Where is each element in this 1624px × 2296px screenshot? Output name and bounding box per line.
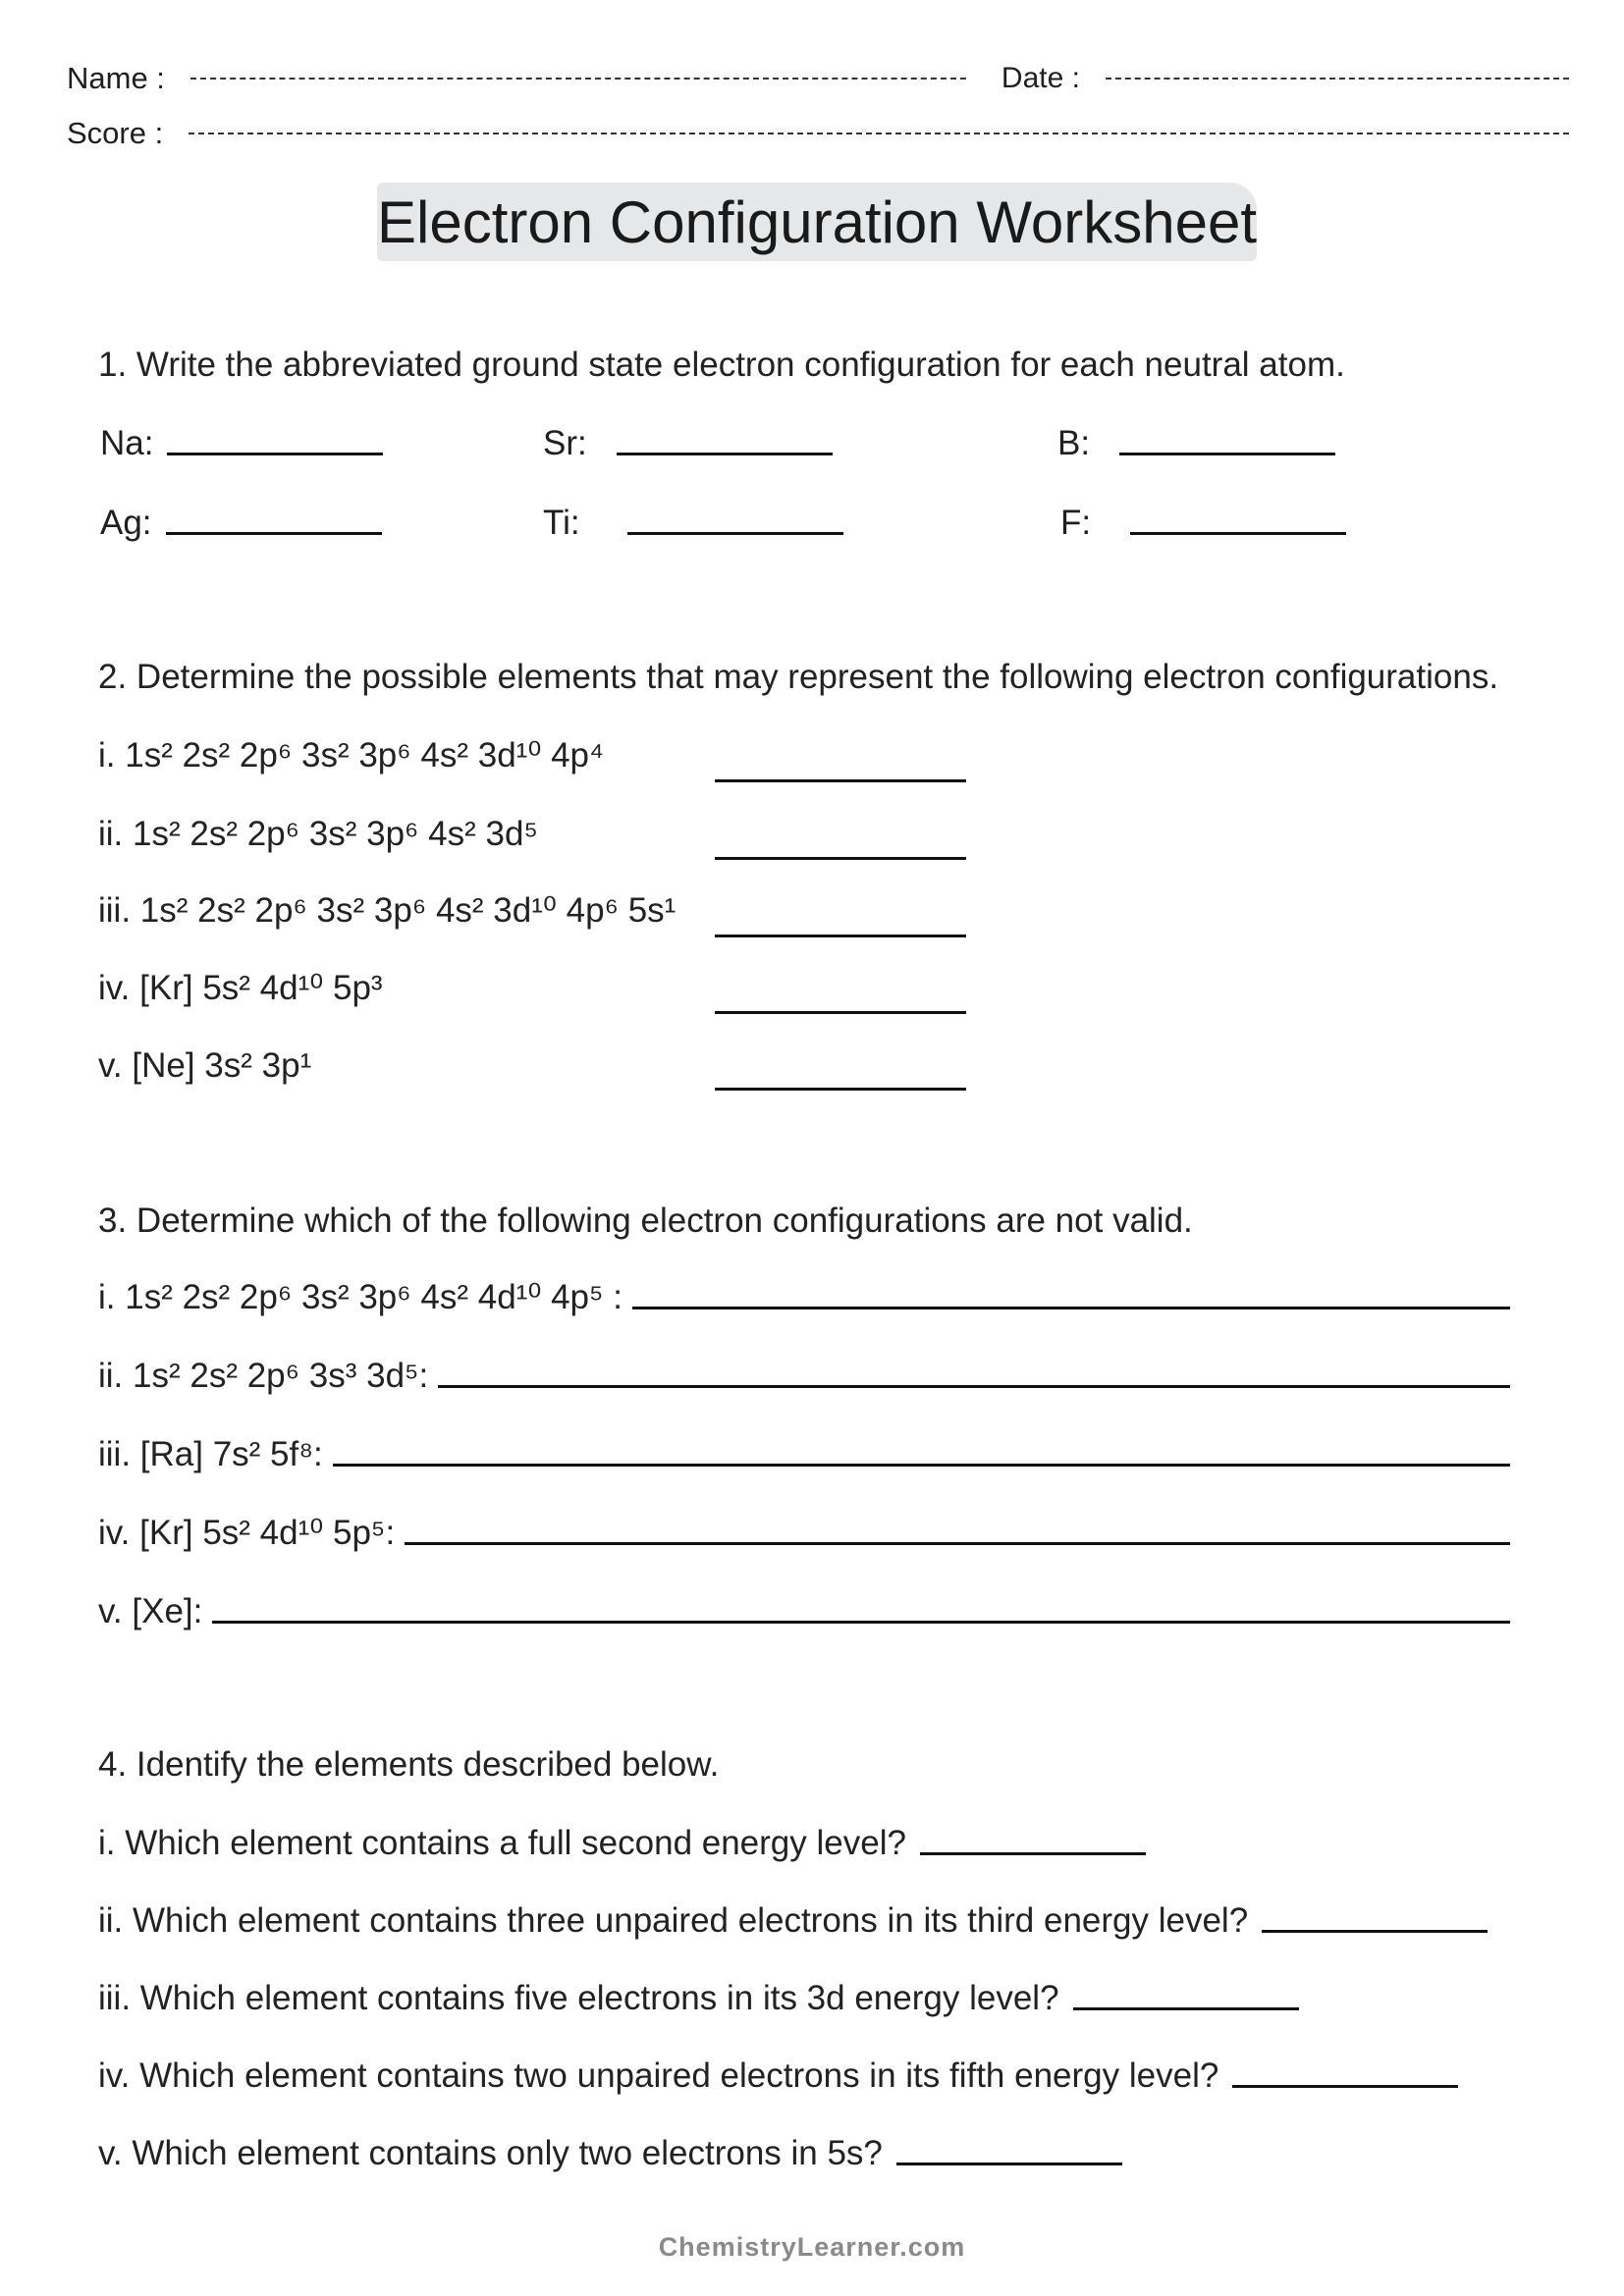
question-text: i. Which element contains a full second energy level? xyxy=(98,1824,906,1862)
q1-item-sr xyxy=(543,424,833,463)
q4-answer-line-4[interactable] xyxy=(1232,2085,1458,2088)
q2-item-2 xyxy=(98,815,538,854)
score-field[interactable] xyxy=(189,133,1569,134)
q3-answer-line-2[interactable] xyxy=(438,1385,1510,1388)
q2-answer-line-1[interactable] xyxy=(715,779,966,782)
q4-answer-line-5[interactable] xyxy=(896,2163,1122,2165)
q3-item-4 xyxy=(98,1514,1510,1553)
q3-item-2 xyxy=(98,1357,1510,1396)
q4-answer-line-2[interactable] xyxy=(1262,1930,1488,1933)
item-number: v. xyxy=(98,1046,123,1085)
item-number: ii. xyxy=(98,815,124,853)
score-row xyxy=(67,116,1569,151)
q4-answer-line-1[interactable] xyxy=(920,1852,1146,1855)
q4-item-2 xyxy=(98,1901,1488,1941)
item-number: iv. xyxy=(98,969,131,1007)
q1-item-f xyxy=(1060,504,1346,543)
answer-line[interactable] xyxy=(1130,532,1346,535)
q2-item-4 xyxy=(98,969,383,1008)
q1-item-b xyxy=(1057,424,1335,463)
q4-heading: 4. Identify the elements described below. xyxy=(98,1745,720,1784)
q2-answer-line-2[interactable] xyxy=(715,857,966,860)
atom-label: Sr: xyxy=(543,424,587,462)
item-number: iii. xyxy=(98,891,132,930)
config-text: [Kr] 5s² 4d¹⁰ 5p⁵: xyxy=(139,1514,396,1552)
config-text: 1s² 2s² 2p⁶ 3s³ 3d⁵: xyxy=(133,1357,429,1395)
q2-answer-line-5[interactable] xyxy=(715,1088,966,1091)
config-text: [Ne] 3s² 3p¹ xyxy=(132,1046,312,1085)
item-number: v. xyxy=(98,1592,123,1630)
q4-item-4 xyxy=(98,2056,1458,2096)
answer-line[interactable] xyxy=(617,453,833,455)
q3-answer-line-4[interactable] xyxy=(405,1542,1510,1545)
q3-answer-line-3[interactable] xyxy=(333,1464,1510,1467)
q2-answer-line-3[interactable] xyxy=(715,934,966,937)
q1-item-na xyxy=(100,424,383,463)
q3-item-1 xyxy=(98,1278,1510,1317)
answer-line[interactable] xyxy=(627,532,843,535)
answer-line[interactable] xyxy=(167,453,383,455)
q2-answer-line-4[interactable] xyxy=(715,1011,966,1014)
page-title: Electron Configuration Worksheet xyxy=(377,188,1258,255)
question-text: iii. Which element contains five electrons in its 3d energy level? xyxy=(98,1979,1059,2017)
name-label: Name : xyxy=(67,61,165,95)
q4-item-5 xyxy=(98,2134,1122,2173)
atom-label: Ag: xyxy=(100,504,152,542)
q3-item-5 xyxy=(98,1592,1510,1631)
q4-item-1 xyxy=(98,1824,1146,1863)
q4-item-3 xyxy=(98,1979,1299,2018)
name-field[interactable] xyxy=(190,78,966,80)
item-number: ii. xyxy=(98,1357,124,1395)
item-number: i. xyxy=(98,736,116,774)
q2-item-5 xyxy=(98,1046,311,1086)
name-date-row xyxy=(67,61,1569,96)
q1-item-ti xyxy=(543,504,843,543)
score-label: Score : xyxy=(67,116,164,150)
question-text: ii. Which element contains three unpaired electrons in its third energy level? xyxy=(98,1901,1249,1940)
answer-line[interactable] xyxy=(1119,453,1335,455)
config-text: [Xe]: xyxy=(132,1592,203,1630)
date-field[interactable] xyxy=(1106,78,1569,80)
atom-label: B: xyxy=(1057,424,1091,462)
q2-item-1 xyxy=(98,736,604,775)
item-number: iii. xyxy=(98,1435,132,1473)
q2-item-3 xyxy=(98,891,676,931)
q3-heading: 3. Determine which of the following electron configurations are not valid. xyxy=(98,1201,1193,1240)
config-text: [Kr] 5s² 4d¹⁰ 5p³ xyxy=(139,969,383,1007)
q3-answer-line-1[interactable] xyxy=(632,1307,1510,1309)
config-text: 1s² 2s² 2p⁶ 3s² 3p⁶ 4s² 3d⁵ xyxy=(133,815,538,853)
q4-answer-line-3[interactable] xyxy=(1073,2007,1299,2010)
item-number: iv. xyxy=(98,1514,131,1552)
config-text: [Ra] 7s² 5f⁸: xyxy=(139,1435,323,1473)
q1-heading: 1. Write the abbreviated ground state electron configuration for each neutral atom. xyxy=(98,346,1345,384)
answer-line[interactable] xyxy=(166,532,382,535)
q2-heading: 2. Determine the possible elements that may represent the following electron configurations. xyxy=(98,658,1499,696)
config-text: 1s² 2s² 2p⁶ 3s² 3p⁶ 4s² 3d¹⁰ 4p⁴ xyxy=(125,736,605,774)
config-text: 1s² 2s² 2p⁶ 3s² 3p⁶ 4s² 4d¹⁰ 4p⁵ : xyxy=(125,1278,623,1316)
config-text: 1s² 2s² 2p⁶ 3s² 3p⁶ 4s² 3d¹⁰ 4p⁶ 5s¹ xyxy=(139,891,677,930)
title-banner xyxy=(377,183,1257,261)
atom-label: Ti: xyxy=(543,504,580,542)
date-label: Date : xyxy=(1001,62,1080,94)
question-text: iv. Which element contains two unpaired electrons in its fifth energy level? xyxy=(98,2056,1219,2095)
atom-label: Na: xyxy=(100,424,154,462)
item-number: i. xyxy=(98,1278,116,1316)
question-text: v. Which element contains only two electrons in 5s? xyxy=(98,2134,883,2172)
footer-site-name: ChemistryLearner.com xyxy=(658,2232,966,2262)
q3-item-3 xyxy=(98,1435,1510,1474)
q3-answer-line-5[interactable] xyxy=(212,1621,1510,1624)
q1-item-ag xyxy=(100,504,382,543)
atom-label: F: xyxy=(1060,504,1092,542)
